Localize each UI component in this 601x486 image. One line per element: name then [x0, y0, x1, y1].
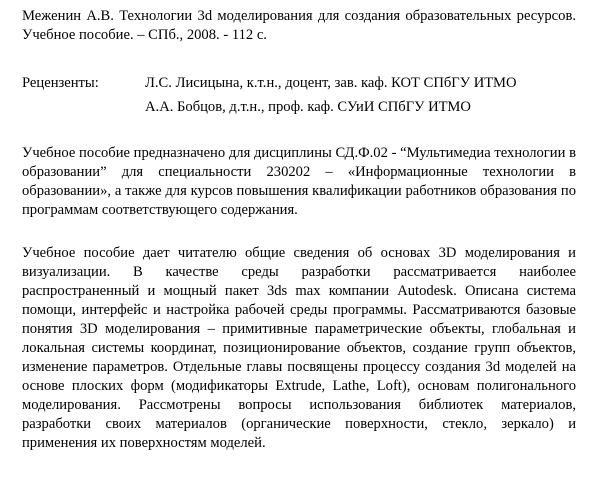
- bibliographic-citation: Меженин А.В. Технологии 3d моделирования для создания образовательных ресурсов. Учебное пособие. – СПб., 2008. - 112 с.: [22, 8, 576, 43]
- reviewer-item: А.А. Бобцов, д.т.н., проф. каф. СУиИ СПбГУ ИТМО: [145, 99, 471, 115]
- reviewer-item: Л.С. Лисицына, к.т.н., доцент, зав. каф. КОТ СПбГУ ИТМО: [145, 75, 517, 91]
- purpose-paragraph: Учебное пособие предназначено для дисциплины СД.Ф.02 - “Мультимедиа технологии в образовании” для специальности 230202 – «Информационные технологии в образовании», а также для курсов повышения квалификации работников образования по программам соответствующего содержания.: [22, 145, 576, 218]
- reviewers-list: [145, 71, 516, 119]
- summary-paragraph: Учебное пособие дает читателю общие сведения об основах 3D моделирования и визуализации. В качестве среды разработки рассматривается наиболее распространенный и мощный пакет 3ds max компании Autodesk. Описана система помощи, интерфейс и настройка рабочей среды программы. Рассматриваются базовые понятия 3D моделирования – примитивные параметрические объекты, глобальная и локальная системы координат, позиционирование объектов, создание групп объектов, изменение параметров. Отдельные главы посвящены процессу создания 3d моделей на основе плоских форм (модификаторы Extrude, Lathe, Loft), основам полигонального моделирования. Рассмотрены вопросы использования библиотек материалов, разработки своих материалов (органические поверхности, стекло, зеркало) и применения их поверхностям моделей.: [22, 245, 576, 451]
- reviewers-label: Рецензенты:: [22, 75, 99, 91]
